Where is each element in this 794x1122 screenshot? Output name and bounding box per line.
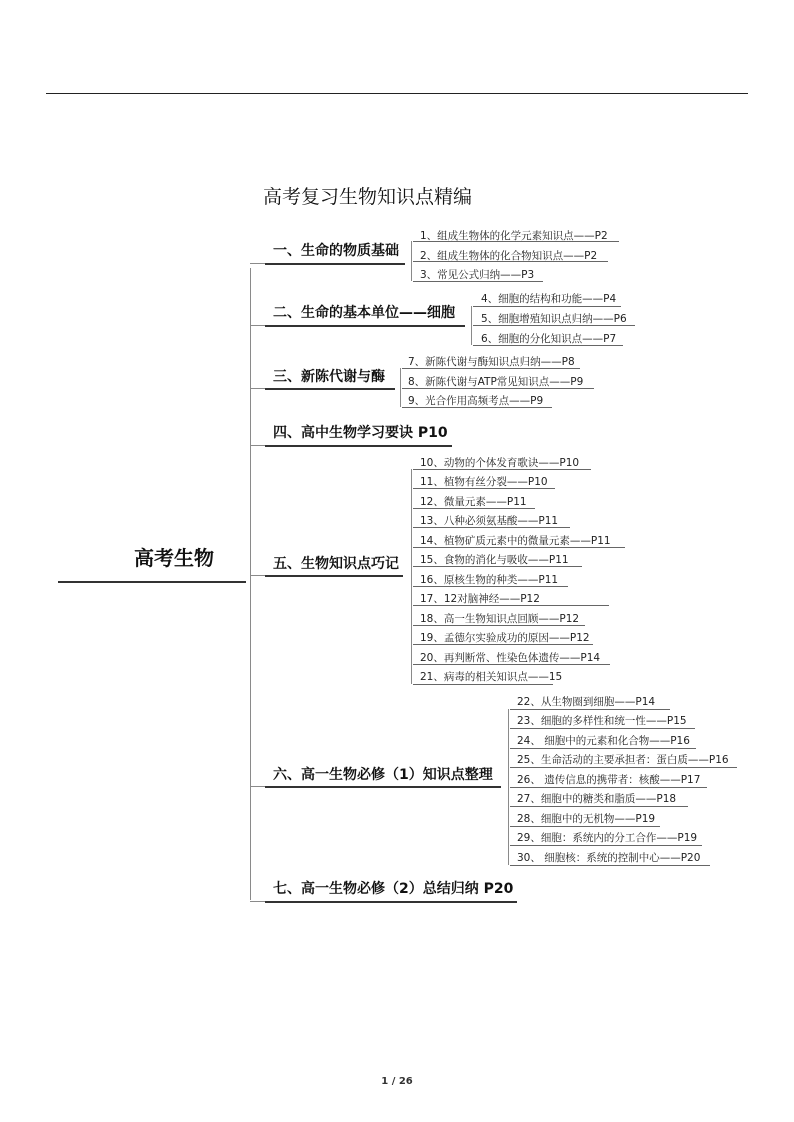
leaf-item: 20、再判断常、性染色体遗传——P14 xyxy=(420,652,601,664)
leaf-underline xyxy=(473,325,635,326)
branch-3-bracket xyxy=(400,368,401,407)
branch-connector xyxy=(250,786,265,787)
leaf-underline xyxy=(413,644,593,645)
leaf-item: 30、 细胞核：系统的控制中心——P20 xyxy=(517,852,701,864)
leaf-underline xyxy=(402,407,552,408)
branch-6-bracket xyxy=(508,709,509,865)
leaf-underline xyxy=(510,845,702,846)
branch-connector xyxy=(250,445,265,446)
page-title: 高考复习生物知识点精编 xyxy=(263,186,473,208)
leaf-item: 28、细胞中的无机物——P19 xyxy=(517,813,656,825)
page-number: 1 / 26 xyxy=(381,1076,413,1087)
mindmap-trunk xyxy=(250,268,251,900)
leaf-item: 22、从生物圈到细胞——P14 xyxy=(517,696,656,708)
leaf-underline xyxy=(413,527,570,528)
leaf-item: 18、高一生物知识点回顾——P12 xyxy=(420,613,580,625)
leaf-underline xyxy=(413,241,619,242)
branch-4-label: 四、高中生物学习要诀 P10 xyxy=(273,425,448,441)
leaf-underline xyxy=(413,488,555,489)
branch-3-underline xyxy=(265,388,395,390)
leaf-item: 7、新陈代谢与酶知识点归纳——P8 xyxy=(408,356,575,368)
leaf-underline xyxy=(413,547,625,548)
leaf-item: 27、细胞中的糖类和脂质——P18 xyxy=(517,793,677,805)
leaf-underline xyxy=(413,261,608,262)
leaf-item: 19、孟德尔实验成功的原因——P12 xyxy=(420,632,590,644)
leaf-item: 16、原核生物的种类——P11 xyxy=(420,574,559,586)
leaf-item: 11、植物有丝分裂——P10 xyxy=(420,476,548,488)
leaf-underline xyxy=(510,709,670,710)
branch-6-label: 六、高一生物必修（1）知识点整理 xyxy=(273,767,493,783)
leaf-underline xyxy=(510,748,696,749)
leaf-item: 4、细胞的结构和功能——P4 xyxy=(481,293,617,305)
leaf-underline xyxy=(510,826,660,827)
leaf-item: 5、细胞增殖知识点归纳——P6 xyxy=(481,313,627,325)
branch-2-underline xyxy=(265,325,465,327)
leaf-item: 8、新陈代谢与ATP常见知识点——P9 xyxy=(408,376,584,388)
leaf-item: 23、细胞的多样性和统一性——P15 xyxy=(517,715,687,727)
branch-5-underline xyxy=(265,575,403,577)
leaf-underline xyxy=(413,508,535,509)
leaf-underline xyxy=(413,605,609,606)
leaf-item: 9、光合作用高频考点——P9 xyxy=(408,395,544,407)
leaf-underline xyxy=(413,664,610,665)
leaf-underline xyxy=(510,787,707,788)
branch-1-label: 一、生命的物质基础 xyxy=(273,243,399,259)
leaf-item: 6、细胞的分化知识点——P7 xyxy=(481,333,617,345)
branch-5-label: 五、生物知识点巧记 xyxy=(273,556,399,572)
leaf-item: 24、 细胞中的元素和化合物——P16 xyxy=(517,735,690,747)
branch-2-bracket xyxy=(471,306,472,345)
branch-connector xyxy=(250,263,265,264)
leaf-item: 15、食物的消化与吸收——P11 xyxy=(420,554,569,566)
leaf-item: 13、八种必须氨基酸——P11 xyxy=(420,515,559,527)
leaf-item: 21、病毒的相关知识点——15 xyxy=(420,671,563,683)
leaf-underline xyxy=(473,306,621,307)
leaf-underline xyxy=(510,865,710,866)
branch-7-underline xyxy=(265,901,517,903)
branch-connector xyxy=(250,901,265,902)
leaf-item: 3、常见公式归纳——P3 xyxy=(420,269,535,281)
leaf-underline xyxy=(510,806,688,807)
leaf-underline xyxy=(413,469,591,470)
branch-3-label: 三、新陈代谢与酶 xyxy=(273,369,385,385)
leaf-underline xyxy=(413,684,553,685)
leaf-item: 10、动物的个体发育歌诀——P10 xyxy=(420,457,580,469)
leaf-item: 29、细胞：系统内的分工合作——P19 xyxy=(517,832,698,844)
branch-5-bracket xyxy=(411,469,412,684)
leaf-item: 25、生命活动的主要承担者：蛋白质——P16 xyxy=(517,754,729,766)
branch-1-underline xyxy=(265,263,405,265)
mindmap-root: 高考生物 xyxy=(134,546,214,570)
branch-connector xyxy=(250,388,265,389)
branch-7-label: 七、高一生物必修（2）总结归纳 P20 xyxy=(273,881,514,897)
leaf-underline xyxy=(413,566,582,567)
leaf-underline xyxy=(413,586,568,587)
leaf-item: 1、组成生物体的化学元素知识点——P2 xyxy=(420,230,608,242)
leaf-underline xyxy=(510,767,737,768)
branch-1-bracket xyxy=(411,241,412,281)
leaf-item: 12、微量元素——P11 xyxy=(420,496,527,508)
leaf-underline xyxy=(402,368,580,369)
leaf-underline xyxy=(510,728,695,729)
leaf-item: 2、组成生物体的化合物知识点——P2 xyxy=(420,250,598,262)
branch-connector xyxy=(250,325,265,326)
leaf-underline xyxy=(473,345,623,346)
leaf-item: 14、植物矿质元素中的微量元素——P11 xyxy=(420,535,611,547)
branch-4-underline xyxy=(265,445,452,447)
header-rule xyxy=(46,93,748,94)
leaf-underline xyxy=(413,625,585,626)
branch-connector xyxy=(250,575,265,576)
leaf-underline xyxy=(402,388,594,389)
leaf-underline xyxy=(413,281,543,282)
branch-6-underline xyxy=(265,786,501,788)
leaf-item: 26、 遗传信息的携带者：核酸——P17 xyxy=(517,774,701,786)
leaf-item: 17、12对脑神经——P12 xyxy=(420,593,540,605)
root-underline xyxy=(58,581,246,583)
branch-2-label: 二、生命的基本单位——细胞 xyxy=(273,305,455,321)
